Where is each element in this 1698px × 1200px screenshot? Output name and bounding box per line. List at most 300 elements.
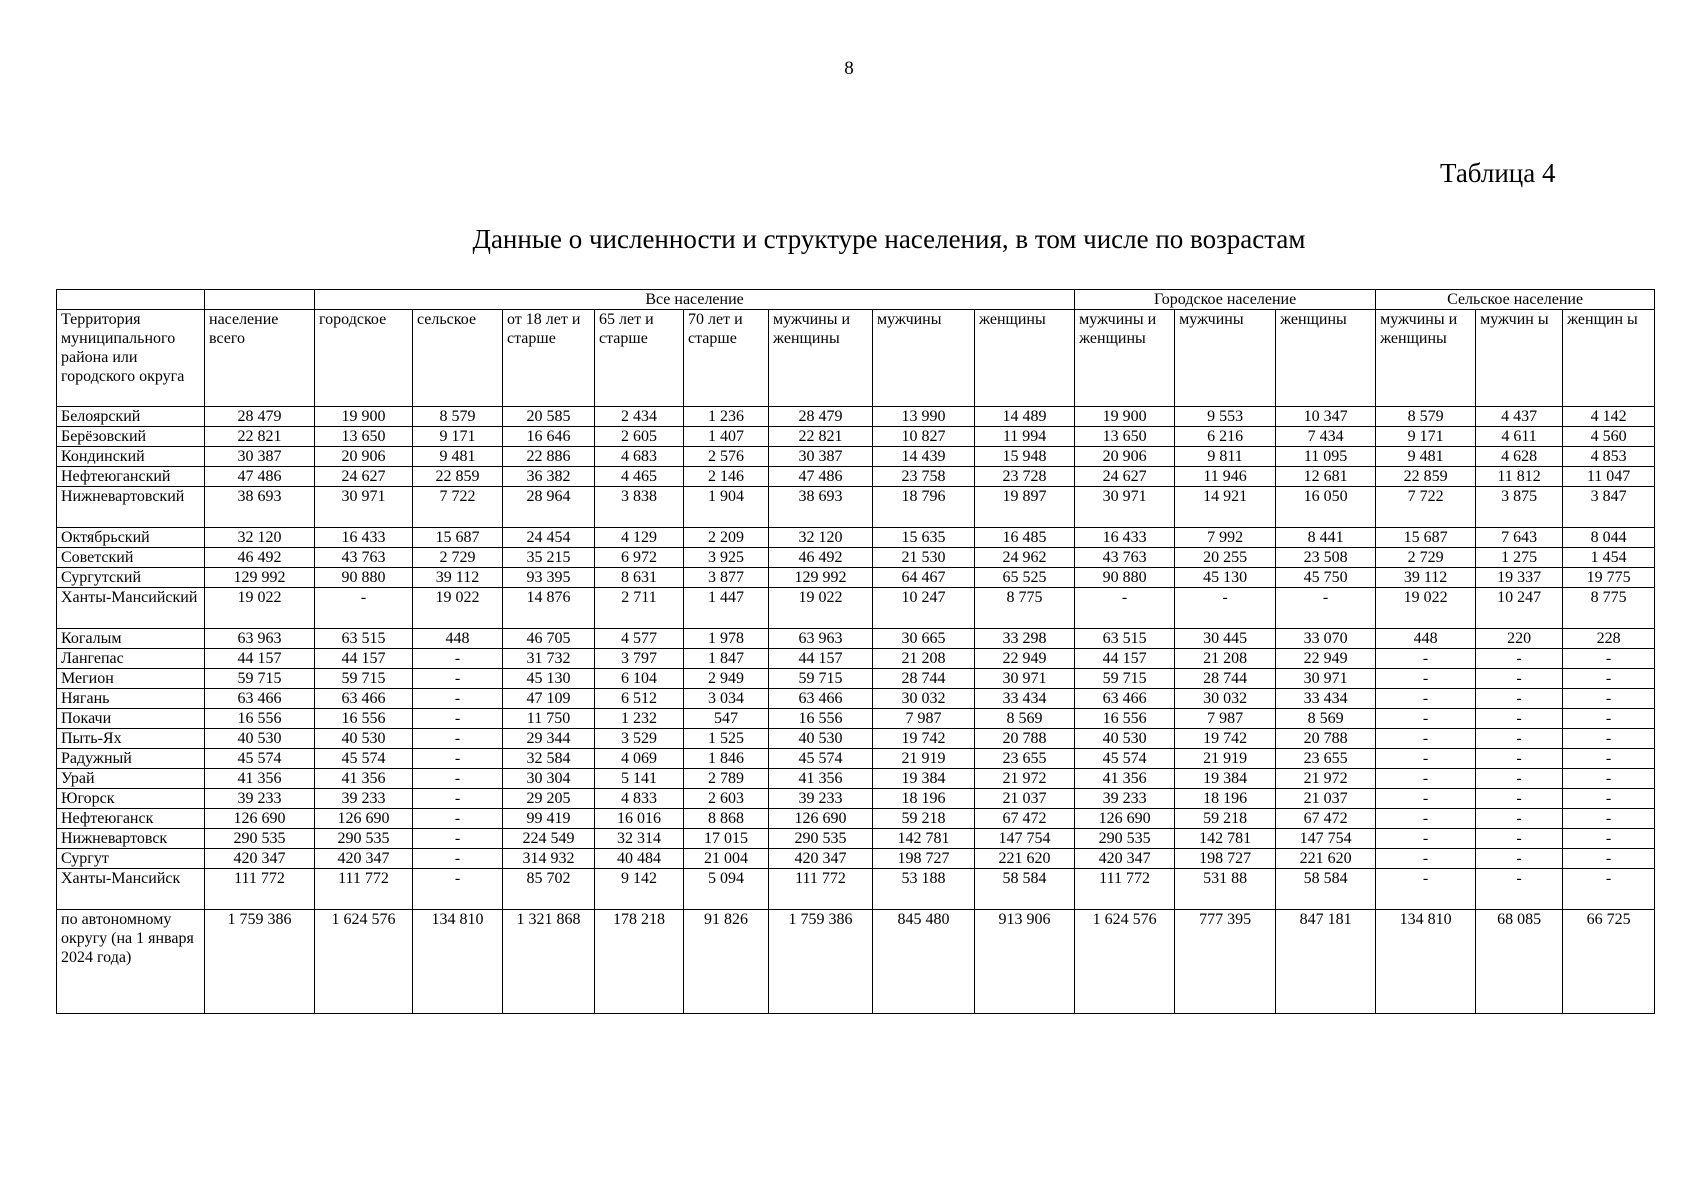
population-table xyxy=(56,289,1655,1014)
column-header: мужчин ы xyxy=(1476,310,1563,407)
column-header: мужчины xyxy=(1175,310,1276,407)
value-cell: 134 810 xyxy=(413,910,503,1014)
value-cell: 47 109 xyxy=(503,689,595,709)
value-cell: 16 433 xyxy=(315,528,413,548)
value-cell: 14 489 xyxy=(975,407,1075,427)
territory-name-cell: Нижневартовский xyxy=(57,487,205,528)
value-cell: 41 356 xyxy=(769,769,873,789)
value-cell: 134 810 xyxy=(1376,910,1476,1014)
value-cell: 30 387 xyxy=(769,447,873,467)
value-cell: 4 833 xyxy=(595,789,684,809)
value-cell: 2 146 xyxy=(684,467,769,487)
value-cell: 40 484 xyxy=(595,849,684,869)
value-cell: 448 xyxy=(1376,629,1476,649)
value-cell: 28 479 xyxy=(769,407,873,427)
value-cell: 11 812 xyxy=(1476,467,1563,487)
value-cell: 2 789 xyxy=(684,769,769,789)
value-cell: 68 085 xyxy=(1476,910,1563,1014)
value-cell: 19 900 xyxy=(315,407,413,427)
value-cell: 2 711 xyxy=(595,588,684,629)
value-cell: 5 094 xyxy=(684,869,769,910)
value-cell: 15 687 xyxy=(413,528,503,548)
table-row xyxy=(57,809,1655,829)
value-cell: 21 972 xyxy=(1276,769,1376,789)
value-cell: 16 646 xyxy=(503,427,595,447)
value-cell: 13 650 xyxy=(1075,427,1175,447)
value-cell: 11 047 xyxy=(1563,467,1655,487)
value-cell: 547 xyxy=(684,709,769,729)
value-cell: - xyxy=(1476,809,1563,829)
value-cell: 8 579 xyxy=(413,407,503,427)
value-cell: 129 992 xyxy=(205,568,315,588)
value-cell: 18 196 xyxy=(1175,789,1276,809)
value-cell: 33 070 xyxy=(1276,629,1376,649)
value-cell: 2 729 xyxy=(1376,548,1476,568)
value-cell: 6 104 xyxy=(595,669,684,689)
value-cell: 15 948 xyxy=(975,447,1075,467)
table-row xyxy=(57,709,1655,729)
value-cell: 64 467 xyxy=(873,568,975,588)
value-cell: 43 763 xyxy=(1075,548,1175,568)
value-cell: 9 811 xyxy=(1175,447,1276,467)
value-cell: 2 603 xyxy=(684,789,769,809)
territory-name-cell: Когалым xyxy=(57,629,205,649)
value-cell: 46 705 xyxy=(503,629,595,649)
value-cell: 16 556 xyxy=(315,709,413,729)
territory-name-cell: Нефтеюганск xyxy=(57,809,205,829)
value-cell: 21 208 xyxy=(1175,649,1276,669)
value-cell: 20 906 xyxy=(1075,447,1175,467)
value-cell: 45 750 xyxy=(1276,568,1376,588)
value-cell: 3 877 xyxy=(684,568,769,588)
value-cell: 22 821 xyxy=(769,427,873,447)
value-cell: - xyxy=(1476,769,1563,789)
value-cell: 28 479 xyxy=(205,407,315,427)
value-cell: 6 512 xyxy=(595,689,684,709)
column-header: Территория муниципального района или городского округа xyxy=(57,310,205,407)
table-row xyxy=(57,407,1655,427)
value-cell: 420 347 xyxy=(205,849,315,869)
value-cell: 45 574 xyxy=(205,749,315,769)
territory-name-cell: Нефтеюганский xyxy=(57,467,205,487)
value-cell: - xyxy=(413,829,503,849)
value-cell: - xyxy=(1276,588,1376,629)
value-cell: 126 690 xyxy=(769,809,873,829)
value-cell: 19 384 xyxy=(873,769,975,789)
value-cell: 9 142 xyxy=(595,869,684,910)
value-cell: 6 972 xyxy=(595,548,684,568)
value-cell: 59 715 xyxy=(315,669,413,689)
table-body xyxy=(57,407,1655,1014)
value-cell: 228 xyxy=(1563,629,1655,649)
value-cell: 35 215 xyxy=(503,548,595,568)
value-cell: 33 298 xyxy=(975,629,1075,649)
value-cell: 1 275 xyxy=(1476,548,1563,568)
value-cell: - xyxy=(1563,849,1655,869)
value-cell: - xyxy=(413,789,503,809)
value-cell: 7 987 xyxy=(1175,709,1276,729)
column-header: мужчины xyxy=(873,310,975,407)
table-row xyxy=(57,548,1655,568)
value-cell: 3 529 xyxy=(595,729,684,749)
value-cell: 23 728 xyxy=(975,467,1075,487)
value-cell: - xyxy=(1476,669,1563,689)
value-cell: 30 032 xyxy=(1175,689,1276,709)
value-cell: 16 485 xyxy=(975,528,1075,548)
value-cell: 2 576 xyxy=(684,447,769,467)
value-cell: - xyxy=(1563,689,1655,709)
value-cell: 147 754 xyxy=(975,829,1075,849)
value-cell: - xyxy=(1563,649,1655,669)
value-cell: 30 387 xyxy=(205,447,315,467)
table-row xyxy=(57,829,1655,849)
territory-name-cell: Советский xyxy=(57,548,205,568)
value-cell: - xyxy=(1376,869,1476,910)
value-cell: - xyxy=(1563,749,1655,769)
value-cell: 20 788 xyxy=(1276,729,1376,749)
value-cell: 30 971 xyxy=(1276,669,1376,689)
value-cell: 29 205 xyxy=(503,789,595,809)
value-cell: 90 880 xyxy=(315,568,413,588)
value-cell: 19 337 xyxy=(1476,568,1563,588)
group-header-row xyxy=(57,290,1655,310)
value-cell: 845 480 xyxy=(873,910,975,1014)
value-cell: 20 788 xyxy=(975,729,1075,749)
value-cell: 41 356 xyxy=(1075,769,1175,789)
column-header: сельское xyxy=(413,310,503,407)
table-row xyxy=(57,789,1655,809)
value-cell: 22 949 xyxy=(975,649,1075,669)
column-header: мужчины и женщины xyxy=(769,310,873,407)
value-cell: 58 584 xyxy=(1276,869,1376,910)
column-header-row xyxy=(57,310,1655,407)
value-cell: 7 987 xyxy=(873,709,975,729)
value-cell: 126 690 xyxy=(1075,809,1175,829)
value-cell: 39 233 xyxy=(1075,789,1175,809)
value-cell: 40 530 xyxy=(205,729,315,749)
value-cell: 19 775 xyxy=(1563,568,1655,588)
value-cell: - xyxy=(1476,689,1563,709)
value-cell: 40 530 xyxy=(769,729,873,749)
value-cell: - xyxy=(413,689,503,709)
value-cell: 221 620 xyxy=(975,849,1075,869)
value-cell: 59 715 xyxy=(205,669,315,689)
value-cell: 10 247 xyxy=(1476,588,1563,629)
value-cell: - xyxy=(1563,709,1655,729)
table-row xyxy=(57,487,1655,528)
column-header: население всего xyxy=(205,310,315,407)
value-cell: 2 209 xyxy=(684,528,769,548)
value-cell: - xyxy=(1376,789,1476,809)
value-cell: 16 433 xyxy=(1075,528,1175,548)
value-cell: 45 574 xyxy=(315,749,413,769)
group-header-all: Все население xyxy=(315,290,1075,310)
territory-name-cell: Радужный xyxy=(57,749,205,769)
value-cell: 314 932 xyxy=(503,849,595,869)
value-cell: 23 655 xyxy=(1276,749,1376,769)
value-cell: 15 635 xyxy=(873,528,975,548)
value-cell: - xyxy=(413,669,503,689)
value-cell: 41 356 xyxy=(205,769,315,789)
value-cell: 147 754 xyxy=(1276,829,1376,849)
value-cell: 24 454 xyxy=(503,528,595,548)
value-cell: 29 344 xyxy=(503,729,595,749)
value-cell: 21 004 xyxy=(684,849,769,869)
value-cell: - xyxy=(1376,649,1476,669)
value-cell: 39 233 xyxy=(205,789,315,809)
value-cell: 63 963 xyxy=(205,629,315,649)
value-cell: 31 732 xyxy=(503,649,595,669)
value-cell: 420 347 xyxy=(315,849,413,869)
territory-name-cell: Белоярский xyxy=(57,407,205,427)
value-cell: 4 069 xyxy=(595,749,684,769)
value-cell: 2 605 xyxy=(595,427,684,447)
value-cell: 1 407 xyxy=(684,427,769,447)
value-cell: 28 744 xyxy=(873,669,975,689)
value-cell: - xyxy=(1376,689,1476,709)
value-cell: 420 347 xyxy=(1075,849,1175,869)
value-cell: 39 233 xyxy=(315,789,413,809)
value-cell: 420 347 xyxy=(769,849,873,869)
value-cell: 46 492 xyxy=(769,548,873,568)
value-cell: 9 171 xyxy=(413,427,503,447)
value-cell: 198 727 xyxy=(1175,849,1276,869)
value-cell: - xyxy=(413,769,503,789)
value-cell: 11 095 xyxy=(1276,447,1376,467)
value-cell: 30 445 xyxy=(1175,629,1276,649)
value-cell: 30 971 xyxy=(975,669,1075,689)
table-row xyxy=(57,869,1655,910)
value-cell: - xyxy=(1376,709,1476,729)
table-row xyxy=(57,910,1655,1014)
value-cell: 93 395 xyxy=(503,568,595,588)
value-cell: 1 447 xyxy=(684,588,769,629)
value-cell: 22 859 xyxy=(413,467,503,487)
value-cell: 8 044 xyxy=(1563,528,1655,548)
value-cell: 46 492 xyxy=(205,548,315,568)
value-cell: 22 859 xyxy=(1376,467,1476,487)
value-cell: 9 481 xyxy=(1376,447,1476,467)
value-cell: 39 112 xyxy=(413,568,503,588)
value-cell: 777 395 xyxy=(1175,910,1276,1014)
value-cell: 17 015 xyxy=(684,829,769,849)
value-cell: 59 218 xyxy=(873,809,975,829)
value-cell: 30 304 xyxy=(503,769,595,789)
value-cell: - xyxy=(1376,769,1476,789)
value-cell: 19 022 xyxy=(1376,588,1476,629)
value-cell: 4 853 xyxy=(1563,447,1655,467)
value-cell: 913 906 xyxy=(975,910,1075,1014)
value-cell: 8 569 xyxy=(975,709,1075,729)
value-cell: 19 022 xyxy=(413,588,503,629)
territory-name-cell: Нягань xyxy=(57,689,205,709)
value-cell: 20 906 xyxy=(315,447,413,467)
value-cell: 1 454 xyxy=(1563,548,1655,568)
value-cell: 19 022 xyxy=(769,588,873,629)
value-cell: 1 236 xyxy=(684,407,769,427)
value-cell: 20 585 xyxy=(503,407,595,427)
value-cell: 22 821 xyxy=(205,427,315,447)
value-cell: 7 643 xyxy=(1476,528,1563,548)
value-cell: - xyxy=(1476,869,1563,910)
territory-name-cell: Югорск xyxy=(57,789,205,809)
group-header-rural: Сельское население xyxy=(1376,290,1655,310)
value-cell: 126 690 xyxy=(205,809,315,829)
value-cell: 19 742 xyxy=(1175,729,1276,749)
value-cell: 44 157 xyxy=(315,649,413,669)
value-cell: 67 472 xyxy=(975,809,1075,829)
territory-name-cell: Октябрьский xyxy=(57,528,205,548)
value-cell: 16 556 xyxy=(769,709,873,729)
value-cell: 30 032 xyxy=(873,689,975,709)
table-row xyxy=(57,689,1655,709)
value-cell: 3 838 xyxy=(595,487,684,528)
value-cell: 6 216 xyxy=(1175,427,1276,447)
value-cell: 7 992 xyxy=(1175,528,1276,548)
value-cell: 3 797 xyxy=(595,649,684,669)
value-cell: 22 886 xyxy=(503,447,595,467)
value-cell: - xyxy=(1476,829,1563,849)
value-cell: 111 772 xyxy=(315,869,413,910)
value-cell: - xyxy=(1563,789,1655,809)
table-row xyxy=(57,427,1655,447)
value-cell: 47 486 xyxy=(769,467,873,487)
territory-name-cell: Ханты-Мансийский xyxy=(57,588,205,629)
value-cell: 1 624 576 xyxy=(1075,910,1175,1014)
value-cell: - xyxy=(1563,669,1655,689)
value-cell: 847 181 xyxy=(1276,910,1376,1014)
document-title: Данные о численности и структуре населения, в том числе по возрастам xyxy=(472,224,1306,254)
table-row xyxy=(57,588,1655,629)
value-cell: 5 141 xyxy=(595,769,684,789)
value-cell: 11 994 xyxy=(975,427,1075,447)
value-cell: - xyxy=(1376,849,1476,869)
value-cell: 12 681 xyxy=(1276,467,1376,487)
value-cell: 16 016 xyxy=(595,809,684,829)
value-cell: 21 919 xyxy=(1175,749,1276,769)
value-cell: 45 130 xyxy=(503,669,595,689)
value-cell: 142 781 xyxy=(873,829,975,849)
territory-name-cell: Сургут xyxy=(57,849,205,869)
value-cell: 21 972 xyxy=(975,769,1075,789)
value-cell: 19 022 xyxy=(205,588,315,629)
value-cell: 38 693 xyxy=(205,487,315,528)
value-cell: 290 535 xyxy=(315,829,413,849)
value-cell: 4 437 xyxy=(1476,407,1563,427)
column-header: женщины xyxy=(1276,310,1376,407)
value-cell: 8 775 xyxy=(975,588,1075,629)
value-cell: 45 130 xyxy=(1175,568,1276,588)
value-cell: 23 758 xyxy=(873,467,975,487)
table-row xyxy=(57,669,1655,689)
value-cell: 63 963 xyxy=(769,629,873,649)
value-cell: 21 037 xyxy=(1276,789,1376,809)
value-cell: - xyxy=(1476,649,1563,669)
value-cell: 24 627 xyxy=(1075,467,1175,487)
value-cell: 198 727 xyxy=(873,849,975,869)
value-cell: 63 466 xyxy=(315,689,413,709)
value-cell: 7 722 xyxy=(413,487,503,528)
value-cell: - xyxy=(413,869,503,910)
value-cell: 39 112 xyxy=(1376,568,1476,588)
value-cell: 63 466 xyxy=(1075,689,1175,709)
value-cell: 10 347 xyxy=(1276,407,1376,427)
value-cell: 126 690 xyxy=(315,809,413,829)
value-cell: - xyxy=(1376,749,1476,769)
group-header-empty xyxy=(205,290,315,310)
value-cell: 1 978 xyxy=(684,629,769,649)
value-cell: 44 157 xyxy=(769,649,873,669)
table-row xyxy=(57,528,1655,548)
value-cell: 59 715 xyxy=(1075,669,1175,689)
value-cell: 4 683 xyxy=(595,447,684,467)
value-cell: 47 486 xyxy=(205,467,315,487)
page-number: 8 xyxy=(844,58,854,79)
value-cell: 9 553 xyxy=(1175,407,1276,427)
value-cell: 39 233 xyxy=(769,789,873,809)
value-cell: 8 441 xyxy=(1276,528,1376,548)
value-cell: 63 466 xyxy=(205,689,315,709)
table-row xyxy=(57,629,1655,649)
value-cell: 290 535 xyxy=(1075,829,1175,849)
column-header: мужчины и женщины xyxy=(1376,310,1476,407)
value-cell: - xyxy=(1376,729,1476,749)
value-cell: 90 880 xyxy=(1075,568,1175,588)
value-cell: 66 725 xyxy=(1563,910,1655,1014)
value-cell: 21 919 xyxy=(873,749,975,769)
value-cell: 32 120 xyxy=(769,528,873,548)
value-cell: - xyxy=(1476,729,1563,749)
value-cell: - xyxy=(1563,829,1655,849)
territory-name-cell: Урай xyxy=(57,769,205,789)
value-cell: 178 218 xyxy=(595,910,684,1014)
value-cell: 32 120 xyxy=(205,528,315,548)
value-cell: 8 868 xyxy=(684,809,769,829)
value-cell: 33 434 xyxy=(975,689,1075,709)
value-cell: 24 962 xyxy=(975,548,1075,568)
value-cell: 40 530 xyxy=(1075,729,1175,749)
value-cell: 7 434 xyxy=(1276,427,1376,447)
value-cell: 44 157 xyxy=(205,649,315,669)
value-cell: 21 530 xyxy=(873,548,975,568)
value-cell: - xyxy=(1563,809,1655,829)
value-cell: 2 729 xyxy=(413,548,503,568)
value-cell: 3 847 xyxy=(1563,487,1655,528)
territory-name-cell: по автономному округу (на 1 января 2024 года) xyxy=(57,910,205,1014)
value-cell: - xyxy=(1476,789,1563,809)
table-row xyxy=(57,769,1655,789)
value-cell: 4 465 xyxy=(595,467,684,487)
value-cell: 290 535 xyxy=(769,829,873,849)
value-cell: 1 525 xyxy=(684,729,769,749)
value-cell: 32 584 xyxy=(503,749,595,769)
value-cell: 58 584 xyxy=(975,869,1075,910)
value-cell: - xyxy=(413,729,503,749)
value-cell: 15 687 xyxy=(1376,528,1476,548)
value-cell: 40 530 xyxy=(315,729,413,749)
value-cell: 3 034 xyxy=(684,689,769,709)
column-header: от 18 лет и старше xyxy=(503,310,595,407)
value-cell: 41 356 xyxy=(315,769,413,789)
territory-name-cell: Сургутский xyxy=(57,568,205,588)
group-header-urban: Городское население xyxy=(1075,290,1376,310)
value-cell: 8 631 xyxy=(595,568,684,588)
value-cell: 2 434 xyxy=(595,407,684,427)
value-cell: 1 321 868 xyxy=(503,910,595,1014)
value-cell: 19 897 xyxy=(975,487,1075,528)
value-cell: 4 611 xyxy=(1476,427,1563,447)
territory-name-cell: Берёзовский xyxy=(57,427,205,447)
